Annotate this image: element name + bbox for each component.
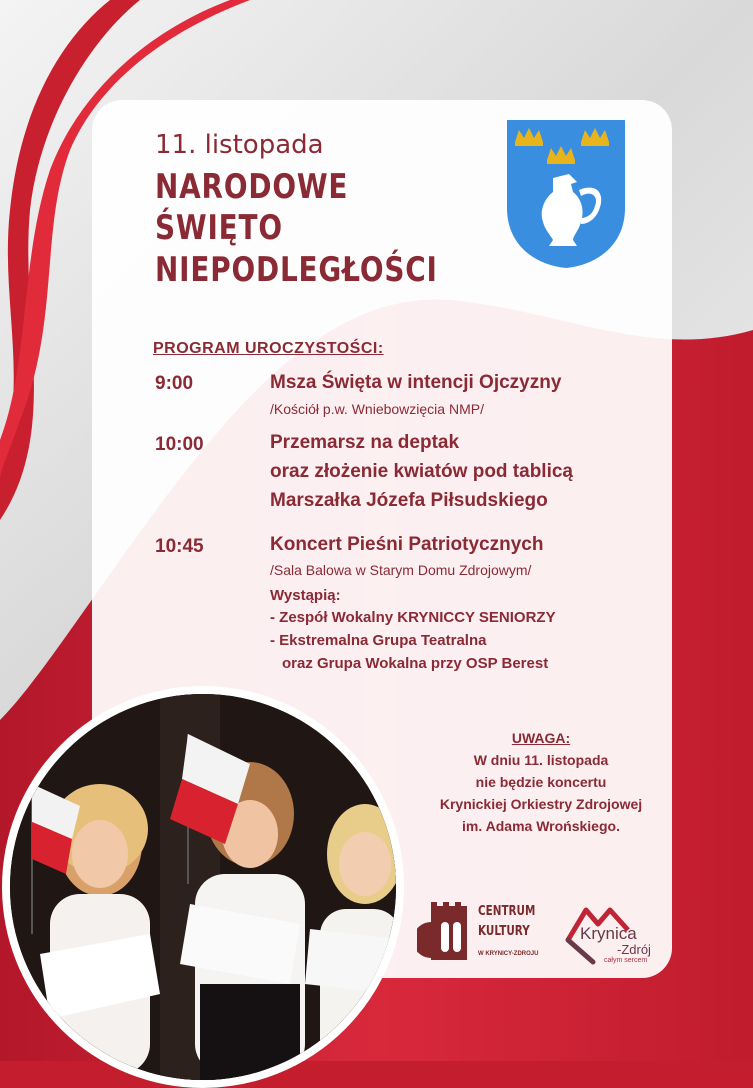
krynica-tagline: całym sercem: [604, 957, 648, 964]
event-title: Koncert Pieśni Patriotycznych: [270, 534, 544, 555]
notice-line: nie będzie koncertu: [475, 774, 607, 790]
event-time: 9:00: [155, 373, 194, 394]
performer-item: oraz Grupa Wokalna przy OSP Berest: [282, 655, 549, 672]
title-line-1: NARODOWE: [155, 167, 349, 207]
title-line-3: NIEPODLEGŁOŚCI: [155, 250, 438, 290]
coat-of-arms-icon: [507, 120, 625, 268]
event-date: 11. listopada: [155, 130, 324, 160]
program-heading: PROGRAM UROCZYSTOŚCI:: [153, 340, 384, 357]
event-time: 10:45: [155, 536, 204, 557]
notice-heading: UWAGA:: [511, 730, 571, 746]
singers-photo: [2, 686, 404, 1088]
centrum-kultury-text: KULTURY: [478, 924, 530, 939]
notice-line: im. Adama Wrońskiego.: [462, 818, 620, 834]
event-title-line: oraz złożenie kwiatów pod tablicą: [270, 461, 573, 482]
title-line-2: ŚWIĘTO: [155, 208, 283, 248]
notice-line: Krynickiej Orkiestry Zdrojowej: [439, 796, 643, 812]
krynica-sub: -Zdrój: [617, 942, 651, 957]
centrum-kultury-subtext: W KRYNICY-ZDROJU: [478, 951, 539, 957]
event-title: Przemarsz na deptak: [270, 432, 460, 453]
notice-box: [425, 727, 657, 837]
notice-line: W dniu 11. listopada: [473, 752, 609, 768]
performers-heading: Wystąpią:: [270, 587, 341, 604]
event-time: 10:00: [155, 434, 204, 455]
event-place: /Sala Balowa w Starym Domu Zdrojowym/: [270, 562, 532, 578]
krynica-name: Krynica: [580, 924, 637, 943]
centrum-kultury-text: CENTRUM: [478, 904, 536, 919]
event-place: /Kościół p.w. Wniebowzięcia NMP/: [270, 401, 484, 417]
performer-item: - Ekstremalna Grupa Teatralna: [270, 632, 487, 649]
event-title: Msza Święta w intencji Ojczyzny: [270, 372, 562, 393]
event-title-line: Marszałka Józefa Piłsudskiego: [270, 490, 548, 511]
performer-item: - Zespół Wokalny KRYNICCY SENIORZY: [270, 609, 556, 626]
